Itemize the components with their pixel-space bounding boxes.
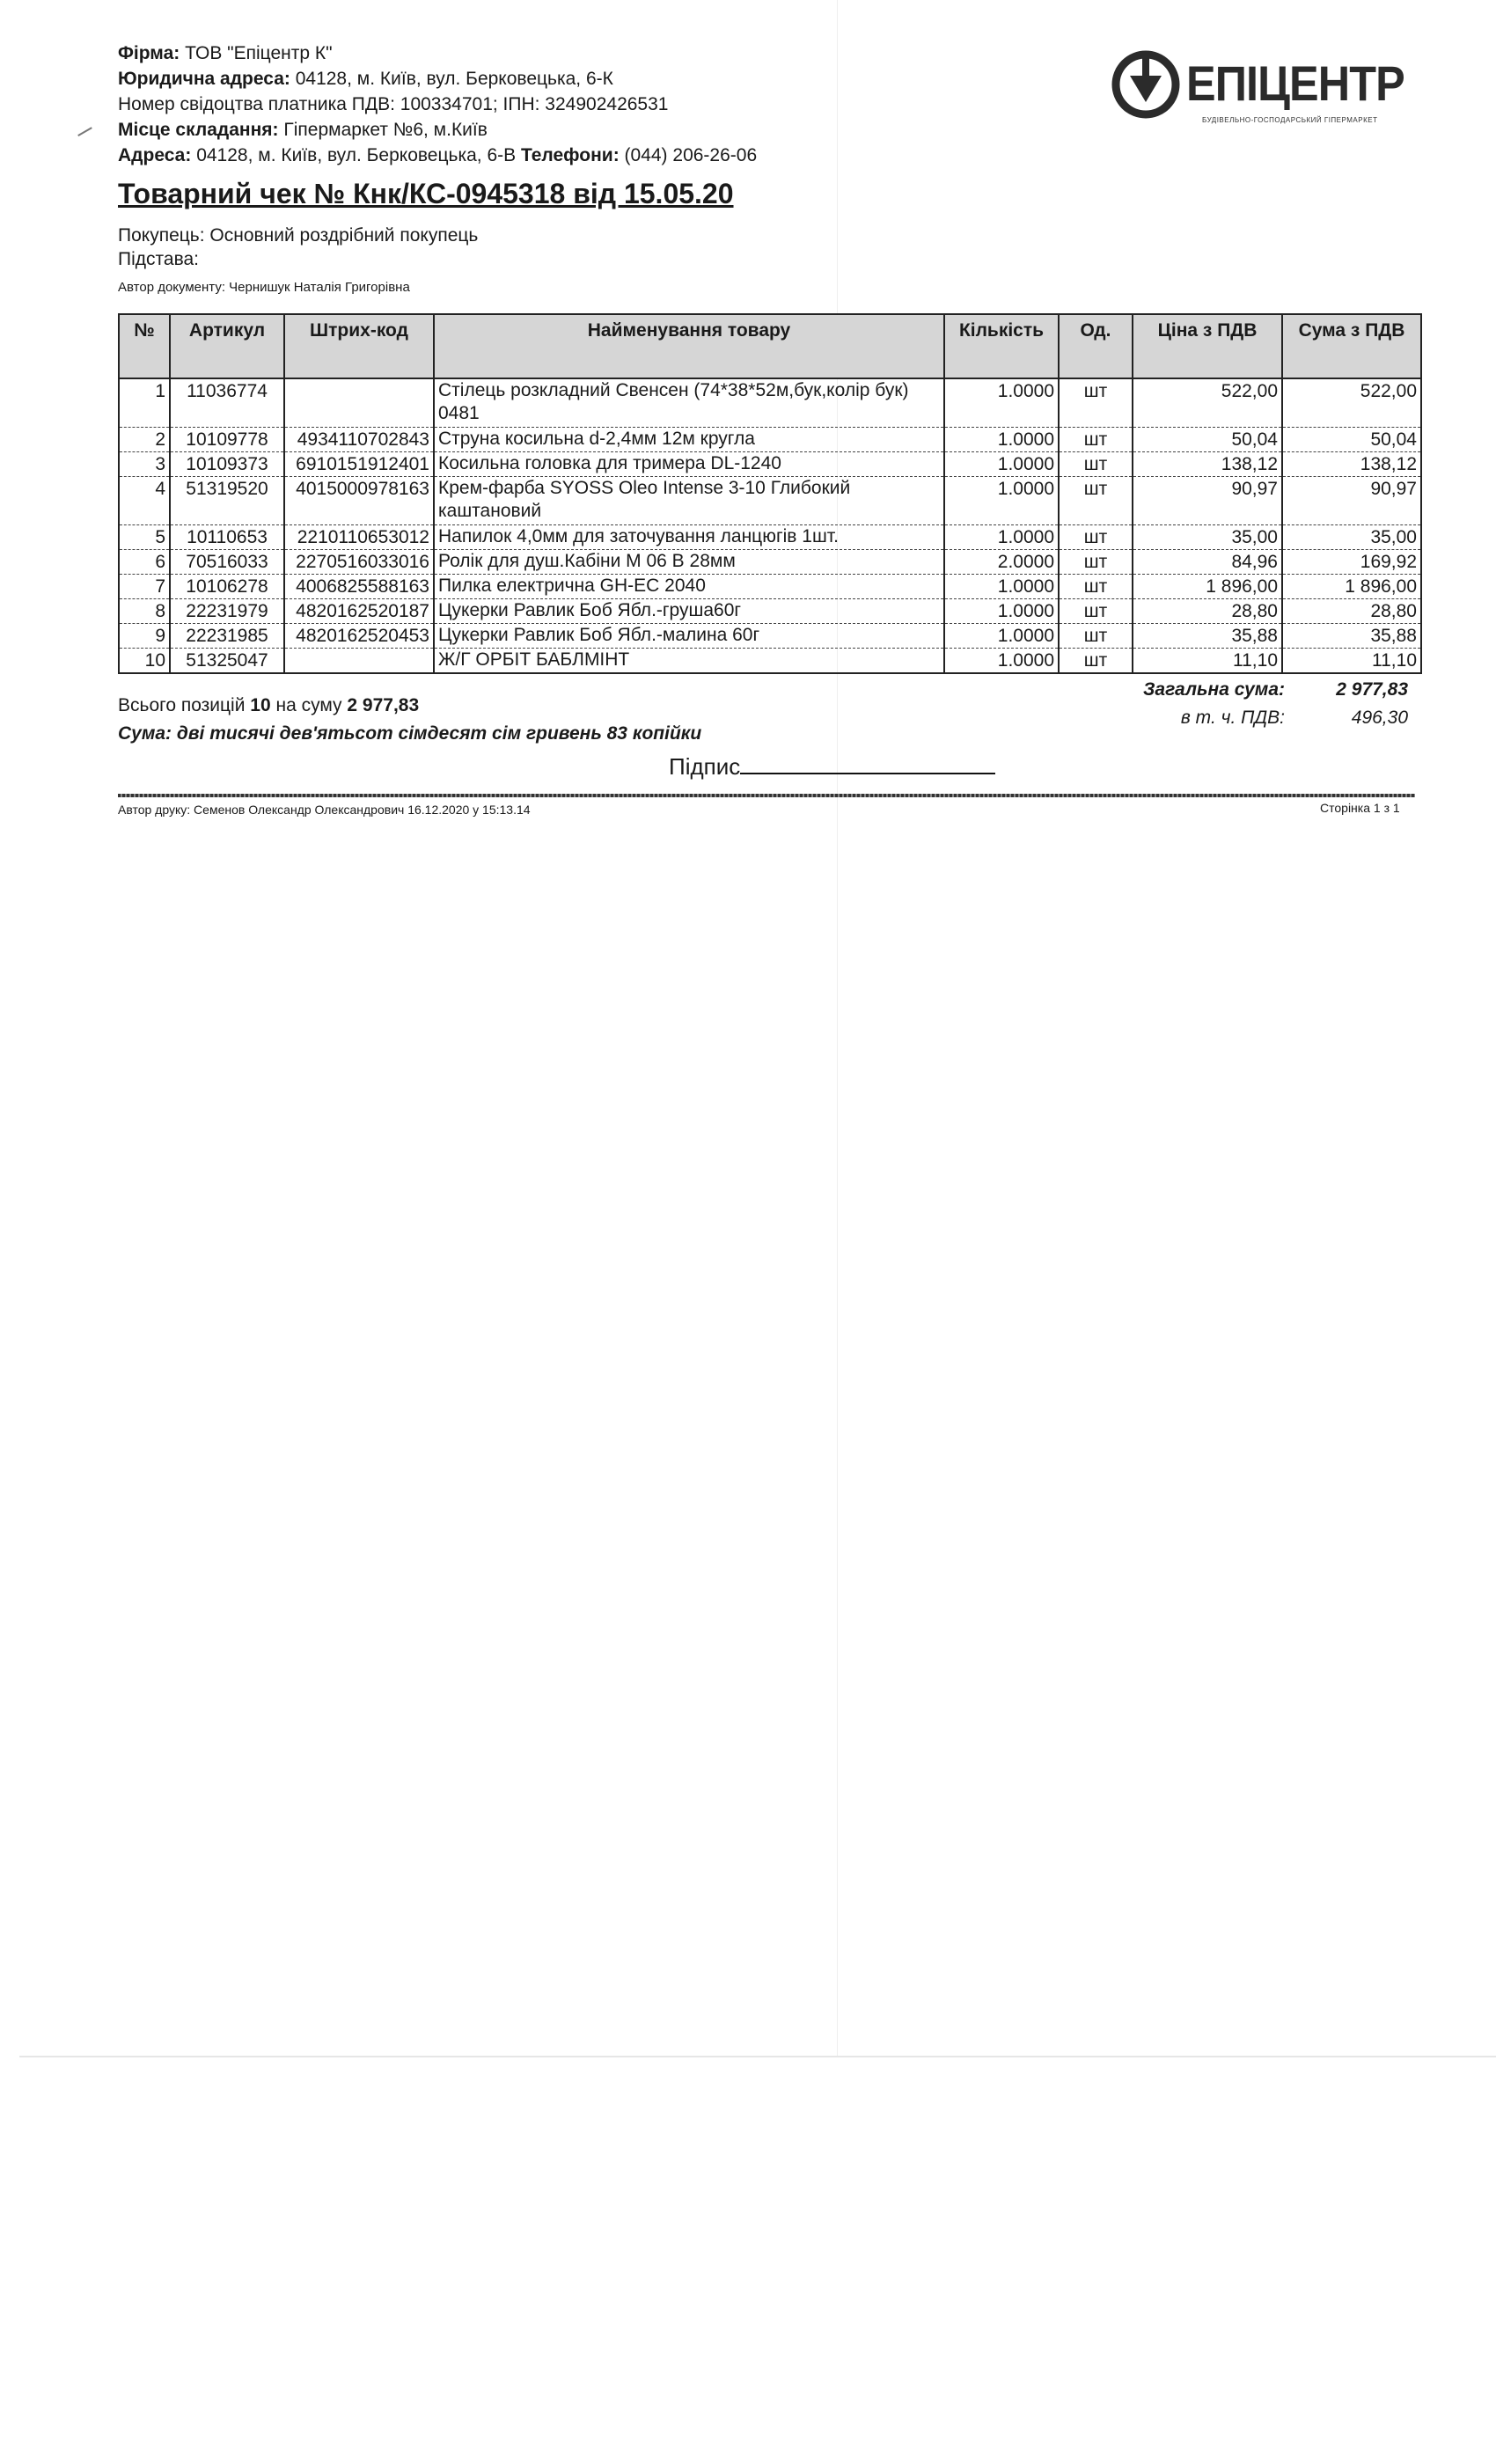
row-qty: 1.0000 bbox=[944, 575, 1059, 599]
signature-label: Підпис bbox=[669, 753, 741, 780]
logo-subtitle: БУДІВЕЛЬНО-ГОСПОДАРСЬКИЙ ГІПЕРМАРКЕТ bbox=[1202, 116, 1378, 124]
document-title: Товарний чек № Кнк/КС-0945318 від 15.05.20 bbox=[118, 178, 734, 209]
row-unit: шт bbox=[1059, 599, 1133, 624]
row-name: Пилка електрична GH-EC 2040 bbox=[434, 575, 944, 599]
place-label: Місце складання: bbox=[118, 120, 279, 140]
row-article: 10106278 bbox=[170, 575, 284, 599]
row-price: 35,88 bbox=[1133, 624, 1282, 649]
col-qty-header: Кількість bbox=[944, 314, 1059, 378]
total-label: Загальна сума: bbox=[1142, 679, 1285, 700]
row-qty: 2.0000 bbox=[944, 550, 1059, 575]
row-qty: 1.0000 bbox=[944, 624, 1059, 649]
row-unit: шт bbox=[1059, 378, 1133, 428]
row-sum: 522,00 bbox=[1282, 378, 1421, 428]
epicentr-logo bbox=[1111, 49, 1404, 137]
col-unit-header: Од. bbox=[1059, 314, 1133, 378]
row-sum: 138,12 bbox=[1282, 452, 1421, 477]
phones-value: (044) 206-26-06 bbox=[624, 145, 758, 165]
row-sum: 50,04 bbox=[1282, 428, 1421, 452]
row-article: 22231985 bbox=[170, 624, 284, 649]
row-barcode: 4820162520453 bbox=[284, 624, 434, 649]
row-number: 6 bbox=[119, 550, 170, 575]
table-row bbox=[119, 525, 1421, 550]
vat-total-label: в т. ч. ПДВ: bbox=[1180, 708, 1285, 728]
row-sum: 35,00 bbox=[1282, 525, 1421, 550]
table-row bbox=[119, 477, 1421, 525]
row-number: 9 bbox=[119, 624, 170, 649]
phones-label: Телефони: bbox=[520, 145, 620, 165]
row-article: 10109778 bbox=[170, 428, 284, 452]
row-price: 84,96 bbox=[1133, 550, 1282, 575]
row-name: Ролік для душ.Кабіни М 06 В 28мм bbox=[434, 550, 944, 575]
row-article: 11036774 bbox=[170, 378, 284, 428]
row-number: 10 bbox=[119, 649, 170, 674]
col-sum-header: Сума з ПДВ bbox=[1282, 314, 1421, 378]
table-row bbox=[119, 378, 1421, 428]
row-article: 10110653 bbox=[170, 525, 284, 550]
row-barcode: 4006825588163 bbox=[284, 575, 434, 599]
row-name: Косильна головка для тримера DL-1240 bbox=[434, 452, 944, 477]
row-unit: шт bbox=[1059, 550, 1133, 575]
row-unit: шт bbox=[1059, 428, 1133, 452]
row-qty: 1.0000 bbox=[944, 452, 1059, 477]
row-price: 35,00 bbox=[1133, 525, 1282, 550]
row-barcode: 6910151912401 bbox=[284, 452, 434, 477]
row-unit: шт bbox=[1059, 575, 1133, 599]
footer-divider bbox=[118, 794, 1415, 797]
row-sum: 28,80 bbox=[1282, 599, 1421, 624]
row-unit: шт bbox=[1059, 525, 1133, 550]
row-barcode: 2270516033016 bbox=[284, 550, 434, 575]
row-price: 1 896,00 bbox=[1133, 575, 1282, 599]
logo-emblem-icon bbox=[1111, 49, 1181, 120]
row-barcode: 4015000978163 bbox=[284, 477, 434, 525]
positions-sum: 2 977,83 bbox=[347, 695, 420, 715]
row-qty: 1.0000 bbox=[944, 599, 1059, 624]
total-value: 2 977,83 bbox=[1336, 679, 1408, 700]
paper-crease bbox=[837, 0, 838, 2056]
firm-label: Фірма: bbox=[118, 43, 180, 63]
items-table bbox=[118, 313, 1422, 674]
row-number: 1 bbox=[119, 378, 170, 428]
row-price: 28,80 bbox=[1133, 599, 1282, 624]
row-sum: 90,97 bbox=[1282, 477, 1421, 525]
row-sum: 1 896,00 bbox=[1282, 575, 1421, 599]
row-sum: 11,10 bbox=[1282, 649, 1421, 674]
row-barcode bbox=[284, 378, 434, 428]
col-barcode-header: Штрих-код bbox=[284, 314, 434, 378]
document-author: Автор документу: Чернишук Наталія Григорівна bbox=[118, 280, 410, 295]
row-name: Напилок 4,0мм для заточування ланцюгів 1шт. bbox=[434, 525, 944, 550]
row-qty: 1.0000 bbox=[944, 649, 1059, 674]
table-row bbox=[119, 452, 1421, 477]
page-number: Сторінка 1 з 1 bbox=[1320, 801, 1400, 815]
table-row bbox=[119, 575, 1421, 599]
address-value: 04128, м. Київ, вул. Берковецька, 6-В bbox=[196, 145, 517, 165]
row-price: 90,97 bbox=[1133, 477, 1282, 525]
firm-name: ТОВ "Епіцентр К" bbox=[185, 43, 333, 63]
row-qty: 1.0000 bbox=[944, 428, 1059, 452]
legal-address: 04128, м. Київ, вул. Берковецька, 6-К bbox=[295, 69, 613, 89]
company-header bbox=[118, 40, 757, 168]
row-qty: 1.0000 bbox=[944, 525, 1059, 550]
place-value: Гіпермаркет №6, м.Київ bbox=[283, 120, 488, 140]
summary-block bbox=[118, 692, 701, 748]
row-qty: 1.0000 bbox=[944, 477, 1059, 525]
legal-address-label: Юридична адреса: bbox=[118, 69, 290, 89]
row-name: Стілець розкладний Свенсен (74*38*52м,бук,колір бук) 0481 bbox=[434, 378, 944, 428]
table-row bbox=[119, 599, 1421, 624]
signature-field bbox=[669, 750, 995, 781]
row-name: Крем-фарба SYOSS Oleo Intense 3-10 Глибокий каштановий bbox=[434, 477, 944, 525]
table-row bbox=[119, 649, 1421, 674]
buyer-line: Покупець: Основний роздрібний покупець bbox=[118, 225, 479, 246]
row-sum: 169,92 bbox=[1282, 550, 1421, 575]
logo-text: ЕПІЦЕНТР bbox=[1186, 55, 1404, 111]
col-article-header: Артикул bbox=[170, 314, 284, 378]
row-price: 50,04 bbox=[1133, 428, 1282, 452]
paper-edge bbox=[19, 2056, 1496, 2057]
row-barcode: 4934110702843 bbox=[284, 428, 434, 452]
row-name: Ж/Г ОРБІТ БАБЛМІНТ bbox=[434, 649, 944, 674]
row-article: 51319520 bbox=[170, 477, 284, 525]
vat-total-value: 496,30 bbox=[1351, 708, 1408, 728]
basis-line: Підстава: bbox=[118, 249, 200, 269]
row-article: 10109373 bbox=[170, 452, 284, 477]
row-unit: шт bbox=[1059, 477, 1133, 525]
row-number: 8 bbox=[119, 599, 170, 624]
vat-label: Номер свідоцтва платника ПДВ: bbox=[118, 94, 395, 114]
row-article: 51325047 bbox=[170, 649, 284, 674]
row-price: 138,12 bbox=[1133, 452, 1282, 477]
row-name: Цукерки Равлик Боб Ябл.-груша60г bbox=[434, 599, 944, 624]
row-barcode bbox=[284, 649, 434, 674]
sum-in-words: Сума: дві тисячі дев'ятьсот сімдесят сім гривень 83 копійки bbox=[118, 723, 702, 744]
row-name: Струна косильна d-2,4мм 12м кругла bbox=[434, 428, 944, 452]
address-label: Адреса: bbox=[118, 145, 192, 165]
row-number: 4 bbox=[119, 477, 170, 525]
table-header-row bbox=[119, 314, 1421, 378]
row-number: 2 bbox=[119, 428, 170, 452]
row-number: 5 bbox=[119, 525, 170, 550]
row-number: 3 bbox=[119, 452, 170, 477]
row-barcode: 2210110653012 bbox=[284, 525, 434, 550]
positions-count: 10 bbox=[250, 695, 271, 715]
row-number: 7 bbox=[119, 575, 170, 599]
totals-block bbox=[1056, 676, 1417, 732]
table-row bbox=[119, 550, 1421, 575]
row-unit: шт bbox=[1059, 624, 1133, 649]
row-qty: 1.0000 bbox=[944, 378, 1059, 428]
row-unit: шт bbox=[1059, 649, 1133, 674]
col-name-header: Найменування товару bbox=[434, 314, 944, 378]
col-number-header: № bbox=[119, 314, 170, 378]
signature-line bbox=[740, 750, 995, 774]
table-row bbox=[119, 428, 1421, 452]
row-price: 522,00 bbox=[1133, 378, 1282, 428]
row-article: 70516033 bbox=[170, 550, 284, 575]
row-price: 11,10 bbox=[1133, 649, 1282, 674]
row-sum: 35,88 bbox=[1282, 624, 1421, 649]
table-row bbox=[119, 624, 1421, 649]
vat-number: 100334701; ІПН: 324902426531 bbox=[400, 94, 669, 114]
positions-mid: на суму bbox=[275, 695, 342, 715]
printed-by: Автор друку: Семенов Олександр Олександрович 16.12.2020 у 15:13.14 bbox=[118, 803, 531, 817]
row-unit: шт bbox=[1059, 452, 1133, 477]
positions-prefix: Всього позицій bbox=[118, 695, 246, 715]
row-barcode: 4820162520187 bbox=[284, 599, 434, 624]
row-article: 22231979 bbox=[170, 599, 284, 624]
document-meta bbox=[118, 224, 478, 271]
row-name: Цукерки Равлик Боб Ябл.-малина 60г bbox=[434, 624, 944, 649]
col-price-header: Ціна з ПДВ bbox=[1133, 314, 1282, 378]
